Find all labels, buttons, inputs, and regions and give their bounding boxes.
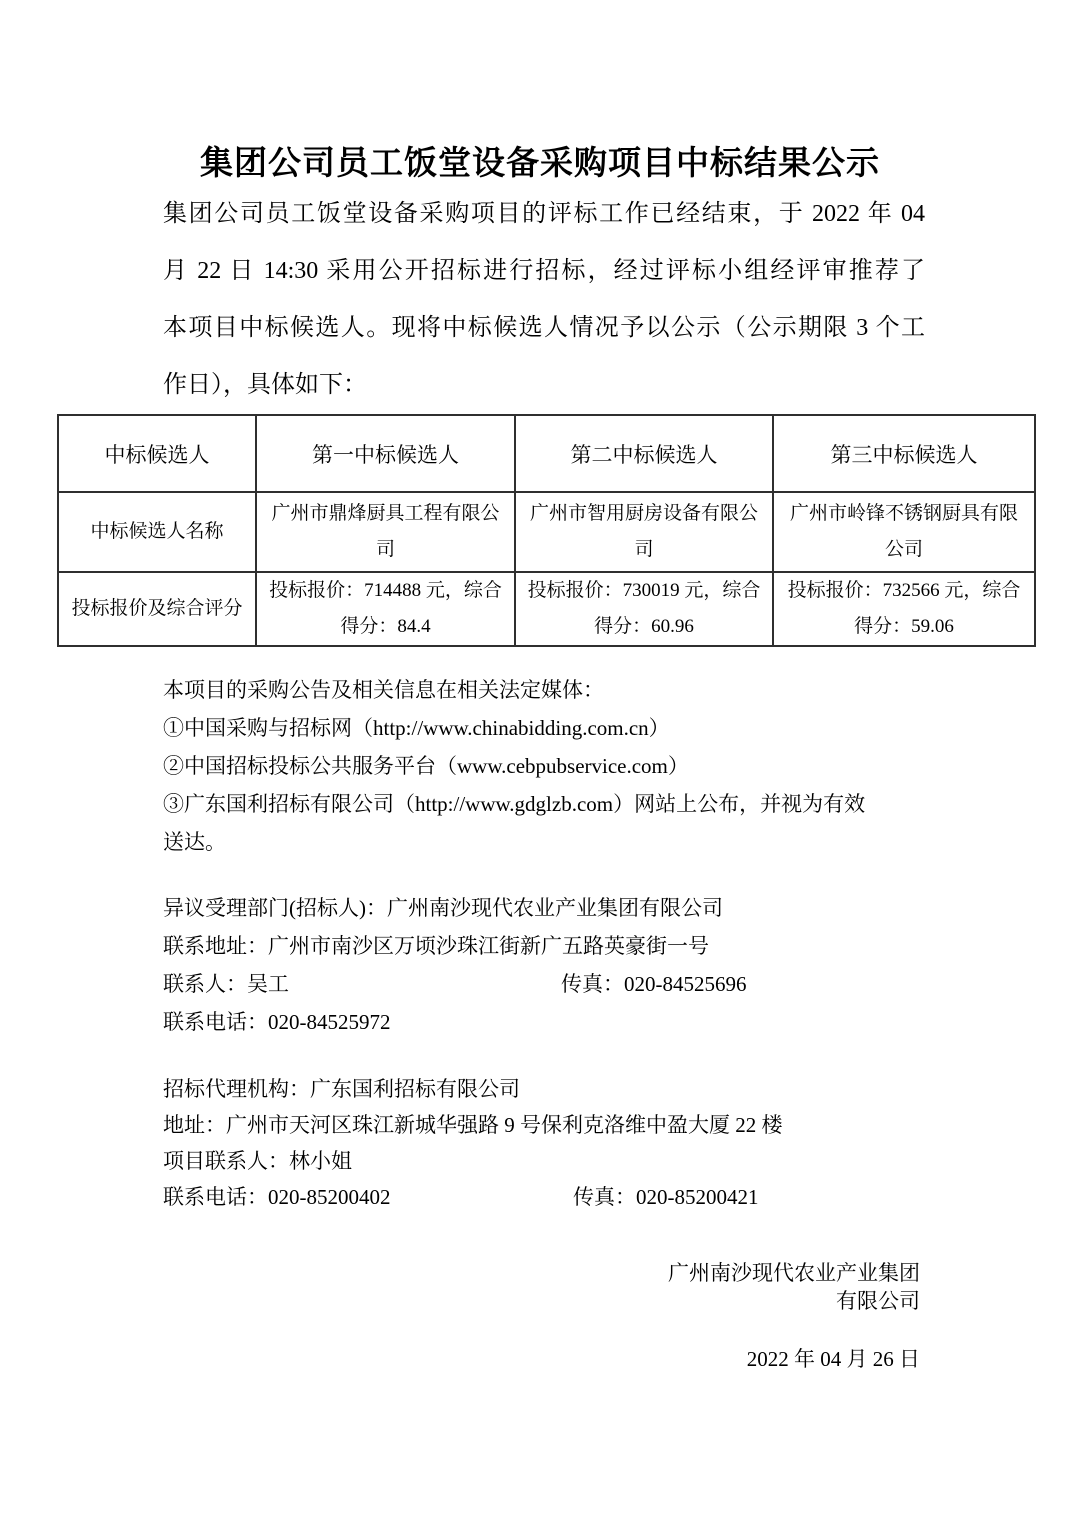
- objection-phone-line: 联系电话：020-84525972: [163, 1010, 391, 1034]
- page-title: 集团公司员工饭堂设备采购项目中标结果公示: [200, 144, 880, 181]
- intro-paragraph: [163, 186, 925, 414]
- media-item-gdglzb: ③广东国利招标有限公司（http://www.gdglzb.com）网站上公布，并视为有效: [163, 792, 866, 816]
- table-row-candidate-names: [58, 492, 1035, 572]
- objection-address-line: 联系地址：广州市南沙区万顷沙珠江街新广五路英豪街一号: [163, 934, 709, 958]
- signature-date: 2022 年 04 月 26 日: [746, 1347, 920, 1371]
- signature-company-line1: 广州南沙现代农业产业集团: [668, 1261, 920, 1285]
- bid-results-table: [57, 414, 1036, 647]
- objection-section: [163, 889, 963, 1041]
- objection-contact-line: [163, 965, 963, 1003]
- agency-address-line: 地址：广州市天河区珠江新城华强路 9 号保利克洛维中盈大厦 22 楼: [163, 1113, 783, 1137]
- row-label-cell: 投标报价及综合评分: [58, 572, 256, 646]
- header-cell-third-candidate: 第三中标候选人: [773, 415, 1035, 492]
- media-intro-line: 本项目的采购公告及相关信息在相关法定媒体：: [163, 678, 604, 702]
- candidate-name-cell: 广州市岭锋不锈钢厨具有限公司: [773, 492, 1035, 572]
- row-label-cell: 中标候选人名称: [58, 492, 256, 572]
- intro-line: 本项目中标候选人。现将中标候选人情况予以公示（公示期限 3 个工: [163, 315, 925, 341]
- intro-line: 集团公司员工饭堂设备采购项目的评标工作已经结束，于 2022 年 04: [163, 201, 925, 227]
- media-item-continuation: 送达。: [163, 830, 226, 854]
- agency-fax: 传真：020-85200421: [573, 1185, 759, 1209]
- candidate-name-cell: 广州市智用厨房设备有限公司: [515, 492, 773, 572]
- media-item-cebpubservice: ②中国招标投标公共服务平台（www.cebpubservice.com）: [163, 754, 689, 778]
- objection-fax: 传真：020-84525696: [561, 972, 747, 996]
- agency-phone: 联系电话：020-85200402: [163, 1185, 391, 1209]
- objection-contact-person: 联系人：吴工: [163, 972, 289, 996]
- agency-contact-line: 项目联系人：林小姐: [163, 1149, 352, 1173]
- agency-name-line: 招标代理机构：广东国利招标有限公司: [163, 1077, 520, 1101]
- objection-dept-line: 异议受理部门(招标人)：广州南沙现代农业产业集团有限公司: [163, 896, 723, 920]
- intro-line: 月 22 日 14:30 采用公开招标进行招标，经过评标小组经评审推荐了: [163, 258, 925, 284]
- signature-section: [0, 1259, 1080, 1315]
- signature-company-line2: 有限公司: [836, 1289, 920, 1313]
- media-item-chinabidding: ①中国采购与招标网（http://www.chinabidding.com.cn）: [163, 716, 670, 740]
- agency-phone-line: [163, 1179, 963, 1215]
- intro-line: 作日），具体如下：: [163, 372, 367, 398]
- bid-score-cell: 投标报价：732566 元，综合得分：59.06: [773, 572, 1035, 646]
- header-cell-candidate: 中标候选人: [58, 415, 256, 492]
- table-header-row: [58, 415, 1035, 492]
- table-row-bid-scores: [58, 572, 1035, 646]
- bid-score-cell: 投标报价：714488 元，综合得分：84.4: [256, 572, 515, 646]
- agency-section: [163, 1071, 963, 1215]
- bid-score-cell: 投标报价：730019 元，综合得分：60.96: [515, 572, 773, 646]
- header-cell-second-candidate: 第二中标候选人: [515, 415, 773, 492]
- candidate-name-cell: 广州市鼎烽厨具工程有限公司: [256, 492, 515, 572]
- header-cell-first-candidate: 第一中标候选人: [256, 415, 515, 492]
- media-section: [163, 671, 963, 861]
